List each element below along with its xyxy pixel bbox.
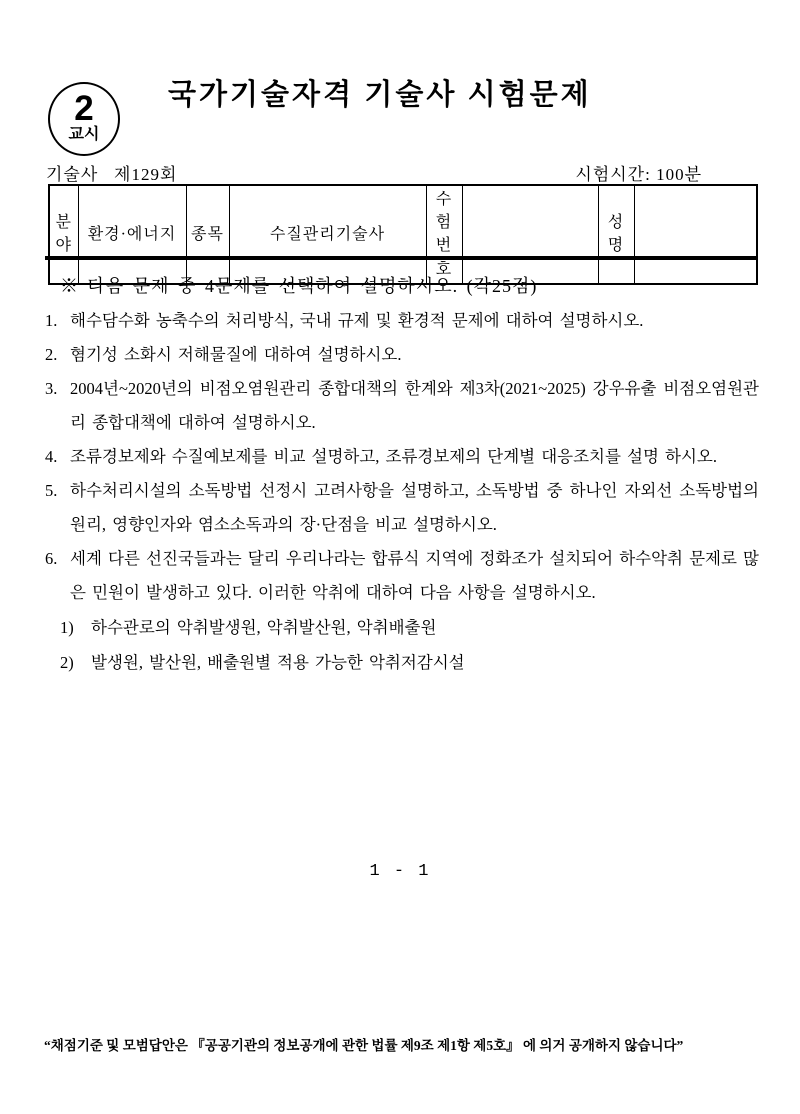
candidate-info-table [48,184,758,285]
subitem-text: 하수관로의 악취발생원, 악취발산원, 악취배출원 [91,618,437,637]
question-3 [45,372,759,440]
question-number: 3. [45,379,58,398]
exam-time: 시험시간: 100분 [575,165,702,184]
question-text: 조류경보제와 수질예보제를 비교 설명하고, 조류경보제의 단계별 대응조치를 설명 하시오. [70,447,717,466]
exam-round-badge [48,82,120,156]
question-text: 2004년~2020년의 비점오염원관리 종합대책의 한계와 제3차(2021~2025) 강우유출 비점오염원관리 종합대책에 대하여 설명하시오. [70,379,759,432]
question-number: 5. [45,481,58,500]
exam-number-label: 수험번호 [426,185,462,284]
name-label: 성명 [598,185,634,284]
field-value: 환경·에너지 [78,185,186,284]
question-6 [45,542,759,610]
field-label: 분야 [49,185,78,284]
question-1 [45,304,759,338]
question-number: 4. [45,447,58,466]
qualification-round: 기술사 제129회 [46,165,178,184]
subitem-text: 발생원, 발산원, 배출원별 적용 가능한 악취저감시설 [91,653,465,672]
question-6-subitems [60,610,759,680]
question-text: 혐기성 소화시 저해물질에 대하여 설명하시오. [70,345,402,364]
exam-number-field [462,185,598,284]
question-2 [45,338,759,372]
subitem-number: 2) [60,653,74,672]
question-number: 2. [45,345,58,364]
subitem-1 [60,610,759,645]
subitem-2 [60,645,759,680]
question-text: 하수처리시설의 소독방법 선정시 고려사항을 설명하고, 소독방법 중 하나인 자외선 소독방법의 원리, 영향인자와 염소소독과의 장·단점을 비교 설명하시오. [70,481,759,534]
exam-round-number: 2 [74,89,94,128]
subject-label: 종목 [186,185,229,284]
question-4 [45,440,759,474]
subitem-number: 1) [60,618,74,637]
footer-disclosure-notice: “채점기준 및 모범답안은 『공공기관의 정보공개에 관한 법률 제9조 제1항 제5호』 에 의거 공개하지 않습니다” [44,1038,684,1053]
page-title: 국가기술자격 기술사 시험문제 [168,79,592,111]
section-divider [45,256,757,260]
question-text: 해수담수화 농축수의 처리방식, 국내 규제 및 환경적 문제에 대하여 설명하시오. [70,311,644,330]
exam-instruction: ※ 다음 문제 중 4문제를 선택하여 설명하시오. (각25점) [60,276,538,296]
page-number: 1 - 1 [369,862,431,881]
question-5 [45,474,759,542]
question-number: 6. [45,549,58,568]
question-number: 1. [45,311,58,330]
question-text: 세계 다른 선진국들과는 달리 우리나라는 합류식 지역에 정화조가 설치되어 하수악취 문제로 많은 민원이 발생하고 있다. 이러한 악취에 대하여 다음 사항을 설명하시오. [70,549,759,602]
name-field [634,185,757,284]
exam-round-label: 교시 [68,126,100,143]
subject-value: 수질관리기술사 [229,185,426,284]
question-list [45,304,759,680]
